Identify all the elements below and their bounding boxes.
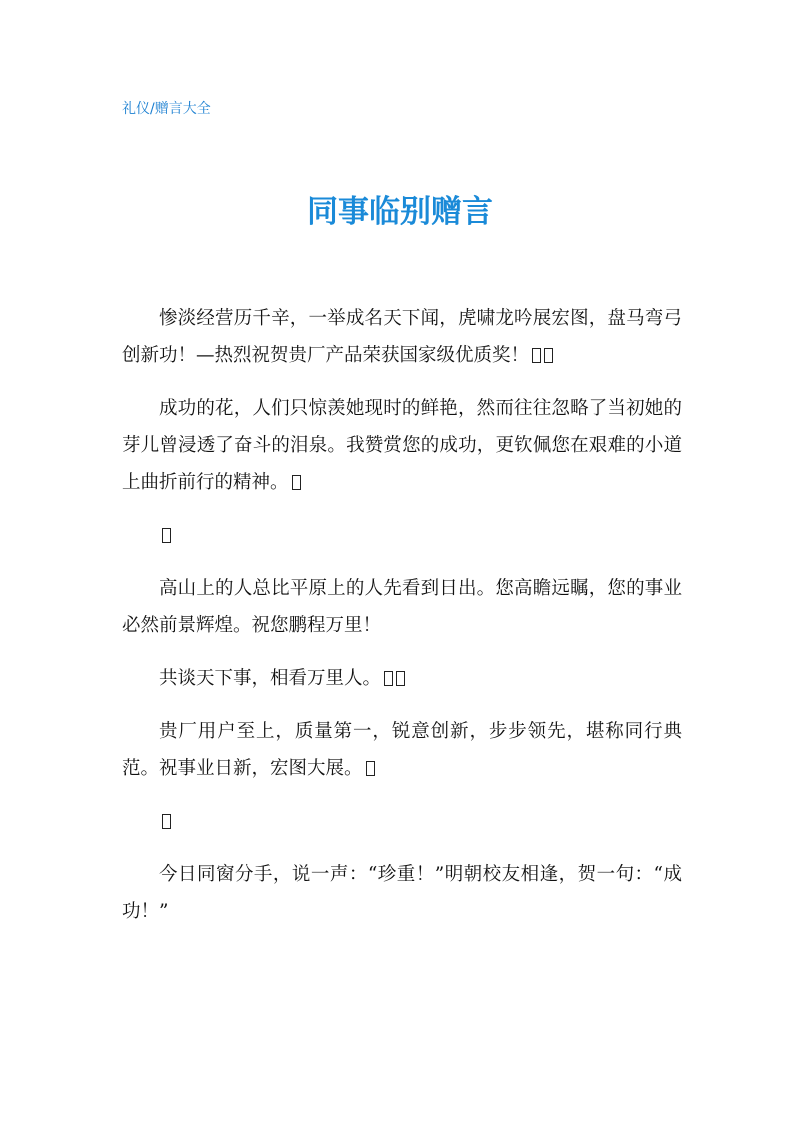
placeholder-glyph-icon: [162, 528, 171, 543]
paragraph: [122, 660, 682, 697]
placeholder-glyph-icon: [544, 348, 553, 363]
placeholder-glyph-icon: [532, 348, 541, 363]
placeholder-glyph-icon: [292, 475, 301, 490]
paragraph-text: 成功的花，人们只惊羡她现时的鲜艳，然而往往忽略了当初她的芽儿曾浸透了奋斗的泪泉。我赞赏您的成功，更钦佩您在艰难的小道上曲折前行的精神。: [122, 398, 682, 493]
paragraph: [122, 517, 682, 554]
paragraph-text: 惨淡经营历千辛，一举成名天下闻，虎啸龙吟展宏图，盘马弯弓创新功！—热烈祝贺贵厂产品荣获国家级优质奖！: [122, 308, 682, 366]
placeholder-glyph-icon: [366, 761, 375, 776]
paragraph: [122, 570, 682, 644]
placeholder-glyph-icon: [162, 814, 171, 829]
page-title: 同事临别赠言: [307, 194, 493, 230]
paragraph: [122, 300, 682, 374]
paragraph-text: 今日同窗分手，说一声：“珍重！”明朝校友相逢，贺一句：“成功！”: [122, 864, 682, 922]
placeholder-glyph-icon: [384, 671, 393, 686]
paragraph: [122, 390, 682, 501]
paragraph-text: 共谈天下事，相看万里人。: [159, 668, 382, 689]
paragraph: [122, 713, 682, 787]
paragraph: [122, 856, 682, 930]
paragraph-text: 高山上的人总比平原上的人先看到日出。您高瞻远瞩，您的事业必然前景辉煌。祝您鹏程万里！: [122, 578, 682, 636]
document-body: [122, 300, 682, 946]
paragraph-text: 贵厂用户至上，质量第一，锐意创新，步步领先，堪称同行典范。祝事业日新，宏图大展。: [122, 721, 682, 779]
placeholder-glyph-icon: [396, 671, 405, 686]
breadcrumb[interactable]: 礼仪/赠言大全: [122, 101, 211, 117]
paragraph: [122, 803, 682, 840]
